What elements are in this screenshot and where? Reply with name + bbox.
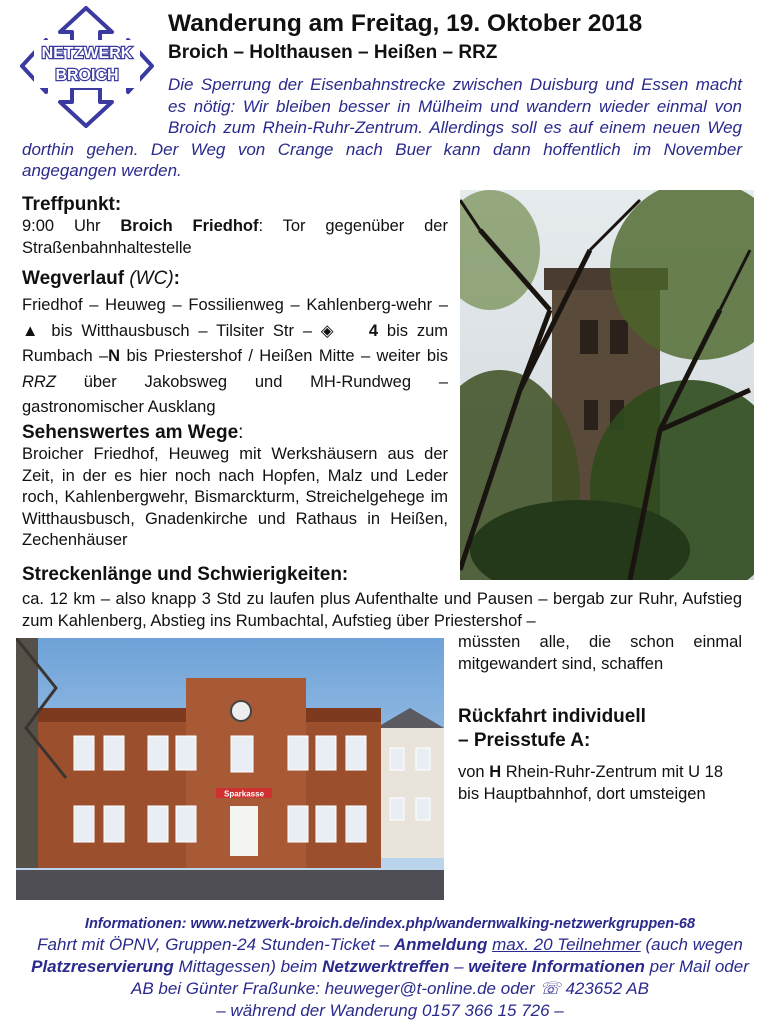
photo-rathaus-heissen (16, 638, 444, 900)
section-wegverlauf (22, 268, 448, 421)
strecke-text2: müssten alle, die schon einmal mitgewandert sind, schaffen (458, 633, 742, 673)
treffpunkt-rest: : Tor gegenüber der Straßenbahnhaltestelle (22, 217, 448, 257)
wegverlauf-rrz: RRZ (22, 372, 56, 391)
sparkasse-sign: Sparkasse (223, 789, 265, 799)
intro-text: Die Sperrung der Eisenbahnstrecke zwischen Duisburg und Essen macht es nötig: Wir bleiben besser in Mülheim und wandern wieder einmal von Broich zum Rhein-Ruhr-Zentrum. Allerdings soll es auf einem neuen Weg dorthin gehen. Der Weg von Crange nach Buer kann dann hoffentlich im November angegangen werden. (22, 75, 742, 180)
logo-line2: BROICH (55, 67, 119, 84)
rueckfahrt-heading1: Rückfahrt individuell (458, 706, 646, 727)
section-treffpunkt (22, 194, 448, 259)
footer-mobile: – während der Wanderung 0157 366 15 726 – (216, 1001, 564, 1020)
footer-a1: Fahrt mit ÖPNV, Gruppen-24 Stunden-Ticket – (37, 935, 394, 954)
wegverlauf-p4: bis Priestershof / Heißen Mitte – weiter bis (120, 347, 448, 365)
footer-anmeldung: Anmeldung (393, 935, 488, 954)
wegverlauf-text (22, 293, 448, 421)
logo-line1: NETZWERK (41, 45, 133, 62)
footer-a11: per Mail oder AB bei Günter Fraßunke: heuweger@t-online.de oder (131, 957, 749, 998)
footer-a5: (auch wegen (640, 935, 743, 954)
treffpunkt-heading: Treffpunkt: (22, 194, 122, 215)
triangle-icon: ▲ (22, 321, 43, 340)
strecke-heading: Streckenlänge und Schwierigkeiten: (22, 564, 349, 585)
section-rueckfahrt (458, 705, 748, 805)
intro-paragraph (22, 74, 742, 182)
wegverlauf-wc: (WC) (129, 268, 174, 289)
footer-weitere-info: weitere Informationen (468, 957, 645, 976)
strecke-text: ca. 12 km – also knapp 3 Std zu laufen plus Aufenthalte und Pausen – bergab zur Ruhr, Aufstieg zum Kahlenberg, Abstieg ins Rumbachtal, Aufstieg über Priestershof – (22, 590, 742, 630)
wegverlauf-colon: : (173, 268, 180, 289)
route-number-4: 4 (368, 321, 379, 340)
footer-max-participants: max. 20 Teilnehmer (492, 935, 641, 954)
footer-phone: 423652 AB (560, 979, 649, 998)
footer-a9: – (449, 957, 469, 976)
footer-url-line: Informationen: www.netzwerk-broich.de/index.php/wandernwalking-netzwerkgruppen-68 (84, 916, 696, 932)
treffpunkt-text (22, 216, 448, 259)
n-route-icon: N (108, 347, 121, 365)
diamond-icon: ◈ (320, 321, 334, 340)
wegverlauf-heading (22, 268, 448, 290)
footer-a7: Mittagessen) beim (173, 957, 323, 976)
treffpunkt-place: Broich Friedhof (120, 217, 259, 235)
wegverlauf-p1: Friedhof – Heuweg – Fossilienweg – Kahlenberg-wehr – (22, 296, 448, 314)
rueckfahrt-body: Rhein-Ruhr-Zentrum mit U 18 bis Hauptbahnhof, dort umsteigen (458, 763, 724, 803)
page-subtitle: Broich – Holthausen – Heißen – RRZ (168, 42, 498, 63)
wegverlauf-p2: bis Witthausbusch – Tilsiter Str – (42, 321, 321, 340)
h-stop-icon: H (489, 763, 502, 781)
rueckfahrt-heading2: – Preisstufe A: (458, 730, 591, 751)
sehenswertes-heading-text: Sehenswertes am Wege (22, 422, 239, 443)
rueckfahrt-text (458, 761, 742, 805)
footer-info (20, 914, 760, 1022)
wegverlauf-p5: über Jakobsweg und MH-Rundweg – gastronomischer Ausklang (22, 372, 448, 416)
sehenswertes-colon: : (238, 422, 244, 443)
footer-registration (20, 934, 760, 1022)
wegverlauf-p3: bis zum Rumbach – (22, 321, 448, 365)
sehenswertes-text: Broicher Friedhof, Heuweg mit Werkshäusern aus der Zeit, in der es hier noch nach Hopfen, Malz und Leder roch, Kahlenbergwehr, Bismarckturm, Streichelgehege im Witthausbusch, Gnadenkirche und Rathaus in Heißen, Zechenhäuser (22, 445, 448, 549)
photo-bismarckturm (460, 190, 754, 580)
wegverlauf-heading-text: Wegverlauf (22, 268, 125, 289)
sehenswertes-heading (22, 422, 448, 444)
page-title: Wanderung am Freitag, 19. Oktober 2018 (168, 10, 643, 37)
rueckfahrt-pre: von (458, 763, 490, 781)
section-sehenswertes (22, 422, 448, 552)
phone-icon: ☏ (539, 979, 561, 998)
treffpunkt-time: 9:00 Uhr (22, 217, 121, 235)
footer-netzwerktreffen: Netzwerktreffen (322, 957, 450, 976)
footer-platzreservierung: Platzreservierung (31, 957, 174, 976)
